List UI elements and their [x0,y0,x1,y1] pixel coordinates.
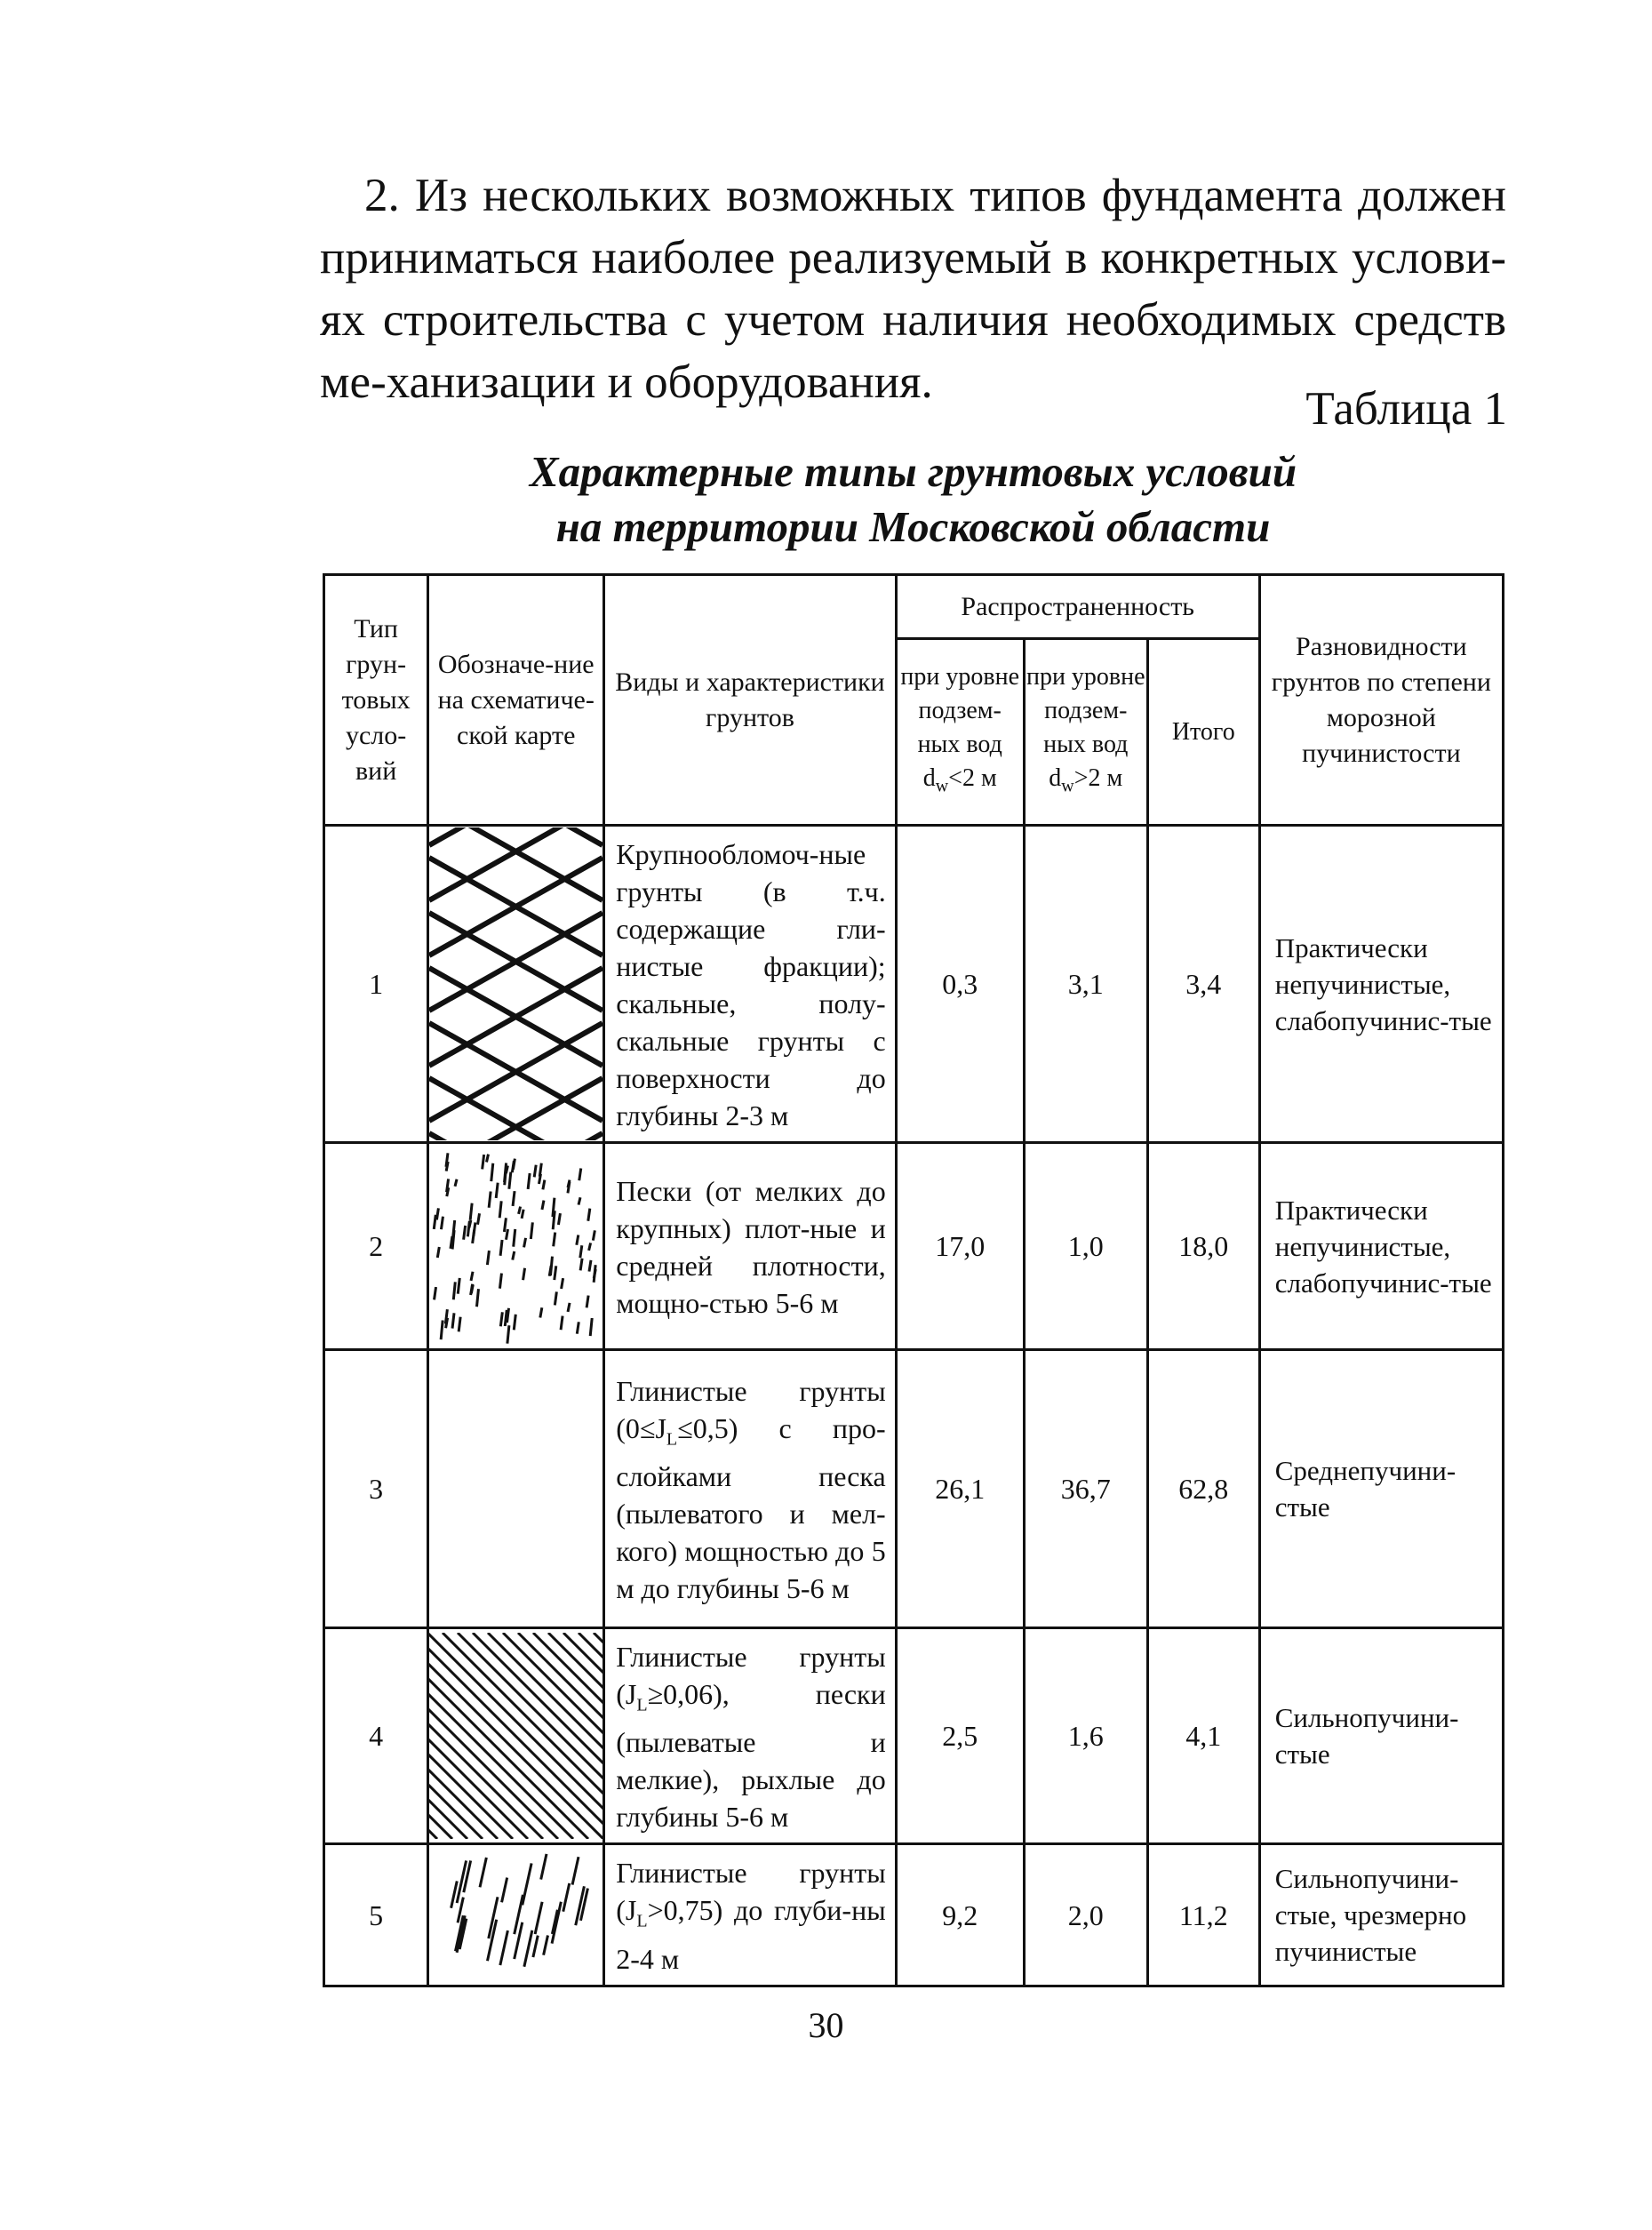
row-description: Глинистые грунты $(J_L>0,75)$ до глуби-ны 2-4 м [604,1844,896,1986]
header-low-water: при уровне подзем-ных вод $d_w<2$ м [896,639,1024,826]
row-low-water: 17,0 [896,1143,1024,1350]
sparse-slash-pattern [428,1844,604,1986]
row-varieties: Практически непучинистые, слабопучинис-тые [1259,1143,1503,1350]
row-varieties: Среднепучини-стые [1259,1350,1503,1628]
header-designation: Обозначе-ние на схематиче-ской карте [428,575,604,826]
crosshatch-diamond-pattern [428,826,604,1143]
row-varieties: Практически непучинистые, слабопучинис-тые [1259,826,1503,1143]
row-low-water: 26,1 [896,1350,1024,1628]
row-varieties: Сильнопучини-стые, чрезмерно пучинистые [1259,1844,1503,1986]
row-low-water: 2,5 [896,1628,1024,1844]
caption-line-1: Характерные типы грунтовых условий [529,447,1297,496]
row-total: 11,2 [1147,1844,1259,1986]
row-total: 18,0 [1147,1143,1259,1350]
table-row [324,826,1504,1143]
soil-conditions-table [323,573,1504,1987]
body-paragraph: 2. Из нескольких возможных типов фундамента должен приниматься наиболее реализуемый в конкретных услови-ях строительства с учетом наличия необходимых средств ме-ханизации и оборудования. [320,170,1506,408]
row-varieties: Сильнопучини-стые [1259,1628,1503,1844]
dashed-stipple-pattern [428,1143,604,1350]
row-type: 5 [324,1844,428,1986]
row-description: Крупнообломоч-ные грунты (в т.ч. содержащие гли-нистые фракции); скальные, полу-скальные грунты с поверхности до глубины 2-3 м [604,826,896,1143]
header-prevalence: Распространенность [896,575,1259,639]
header-type: Тип грун-товых усло-вий [324,575,428,826]
table-caption [320,444,1506,555]
header-high-water: при уровне подзем-ных вод $d_w>2$ м [1024,639,1147,826]
table-row [324,1628,1504,1844]
table-number: Таблица 1 [1305,383,1507,435]
row-description: Глинистые грунты $(J_L\ge 0,06)$, пески (пылеватые и мелкие), рыхлые до глубины 5-6 м [604,1628,896,1844]
row-low-water: 0,3 [896,826,1024,1143]
header-varieties: Разновидности грунтов по степени морозной пучинистости [1259,575,1503,826]
row-description: Глинистые грунты $(0\le J_L\le 0,5)$ с про-слойками песка (пылеватого и мел-кого) мощностью до 5 м до глубины 5-6 м [604,1350,896,1628]
row-type: 4 [324,1628,428,1844]
row-high-water: 1,0 [1024,1143,1147,1350]
table-row [324,1143,1504,1350]
page-number: 30 [808,2005,844,2045]
row-high-water: 3,1 [1024,826,1147,1143]
caption-line-2: на территории Московской области [555,502,1271,551]
row-high-water: 1,6 [1024,1628,1147,1844]
diagonal-hatch-pattern [428,1628,604,1844]
row-high-water: 36,7 [1024,1350,1147,1628]
blank-pattern [428,1350,604,1628]
row-total: 3,4 [1147,826,1259,1143]
header-total: Итого [1147,639,1259,826]
row-low-water: 9,2 [896,1844,1024,1986]
row-high-water: 2,0 [1024,1844,1147,1986]
row-total: 62,8 [1147,1350,1259,1628]
row-type: 1 [324,826,428,1143]
row-total: 4,1 [1147,1628,1259,1844]
header-kinds: Виды и характеристики грунтов [604,575,896,826]
row-type: 2 [324,1143,428,1350]
table-row [324,1350,1504,1628]
row-type: 3 [324,1350,428,1628]
row-description: Пески (от мелких до крупных) плот-ные и средней плотности, мощно-стью 5-6 м [604,1143,896,1350]
table-row [324,1844,1504,1986]
